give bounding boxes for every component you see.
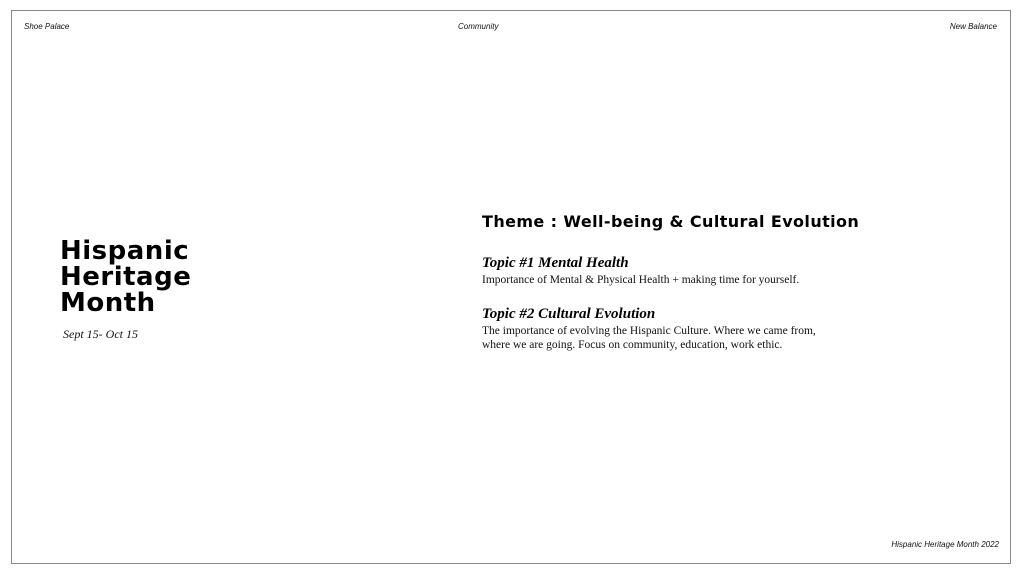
header-center-label: Community bbox=[458, 22, 499, 31]
title-line-2: Heritage bbox=[60, 262, 192, 292]
topic-1-heading: Topic #1 Mental Health bbox=[482, 255, 629, 271]
topic-1-body: Importance of Mental & Physical Health + making time for yourself. bbox=[482, 274, 800, 286]
topic-2-heading: Topic #2 Cultural Evolution bbox=[482, 306, 656, 322]
header-right-label: New Balance bbox=[949, 22, 997, 31]
topic-2-body: The importance of evolving the Hispanic Culture. Where we came from, where we are going. Focus on community, education, work ethic. bbox=[482, 325, 816, 351]
slide-title bbox=[60, 238, 191, 316]
footer-label: Hispanic Heritage Month 2022 bbox=[891, 540, 999, 549]
theme-heading: Theme : Well-being & Cultural Evolution bbox=[482, 212, 860, 231]
date-range: Sept 15- Oct 15 bbox=[63, 327, 138, 341]
title-line-1: Hispanic bbox=[60, 236, 190, 266]
header-left-label: Shoe Palace bbox=[24, 22, 70, 31]
title-line-3: Month bbox=[60, 288, 156, 318]
